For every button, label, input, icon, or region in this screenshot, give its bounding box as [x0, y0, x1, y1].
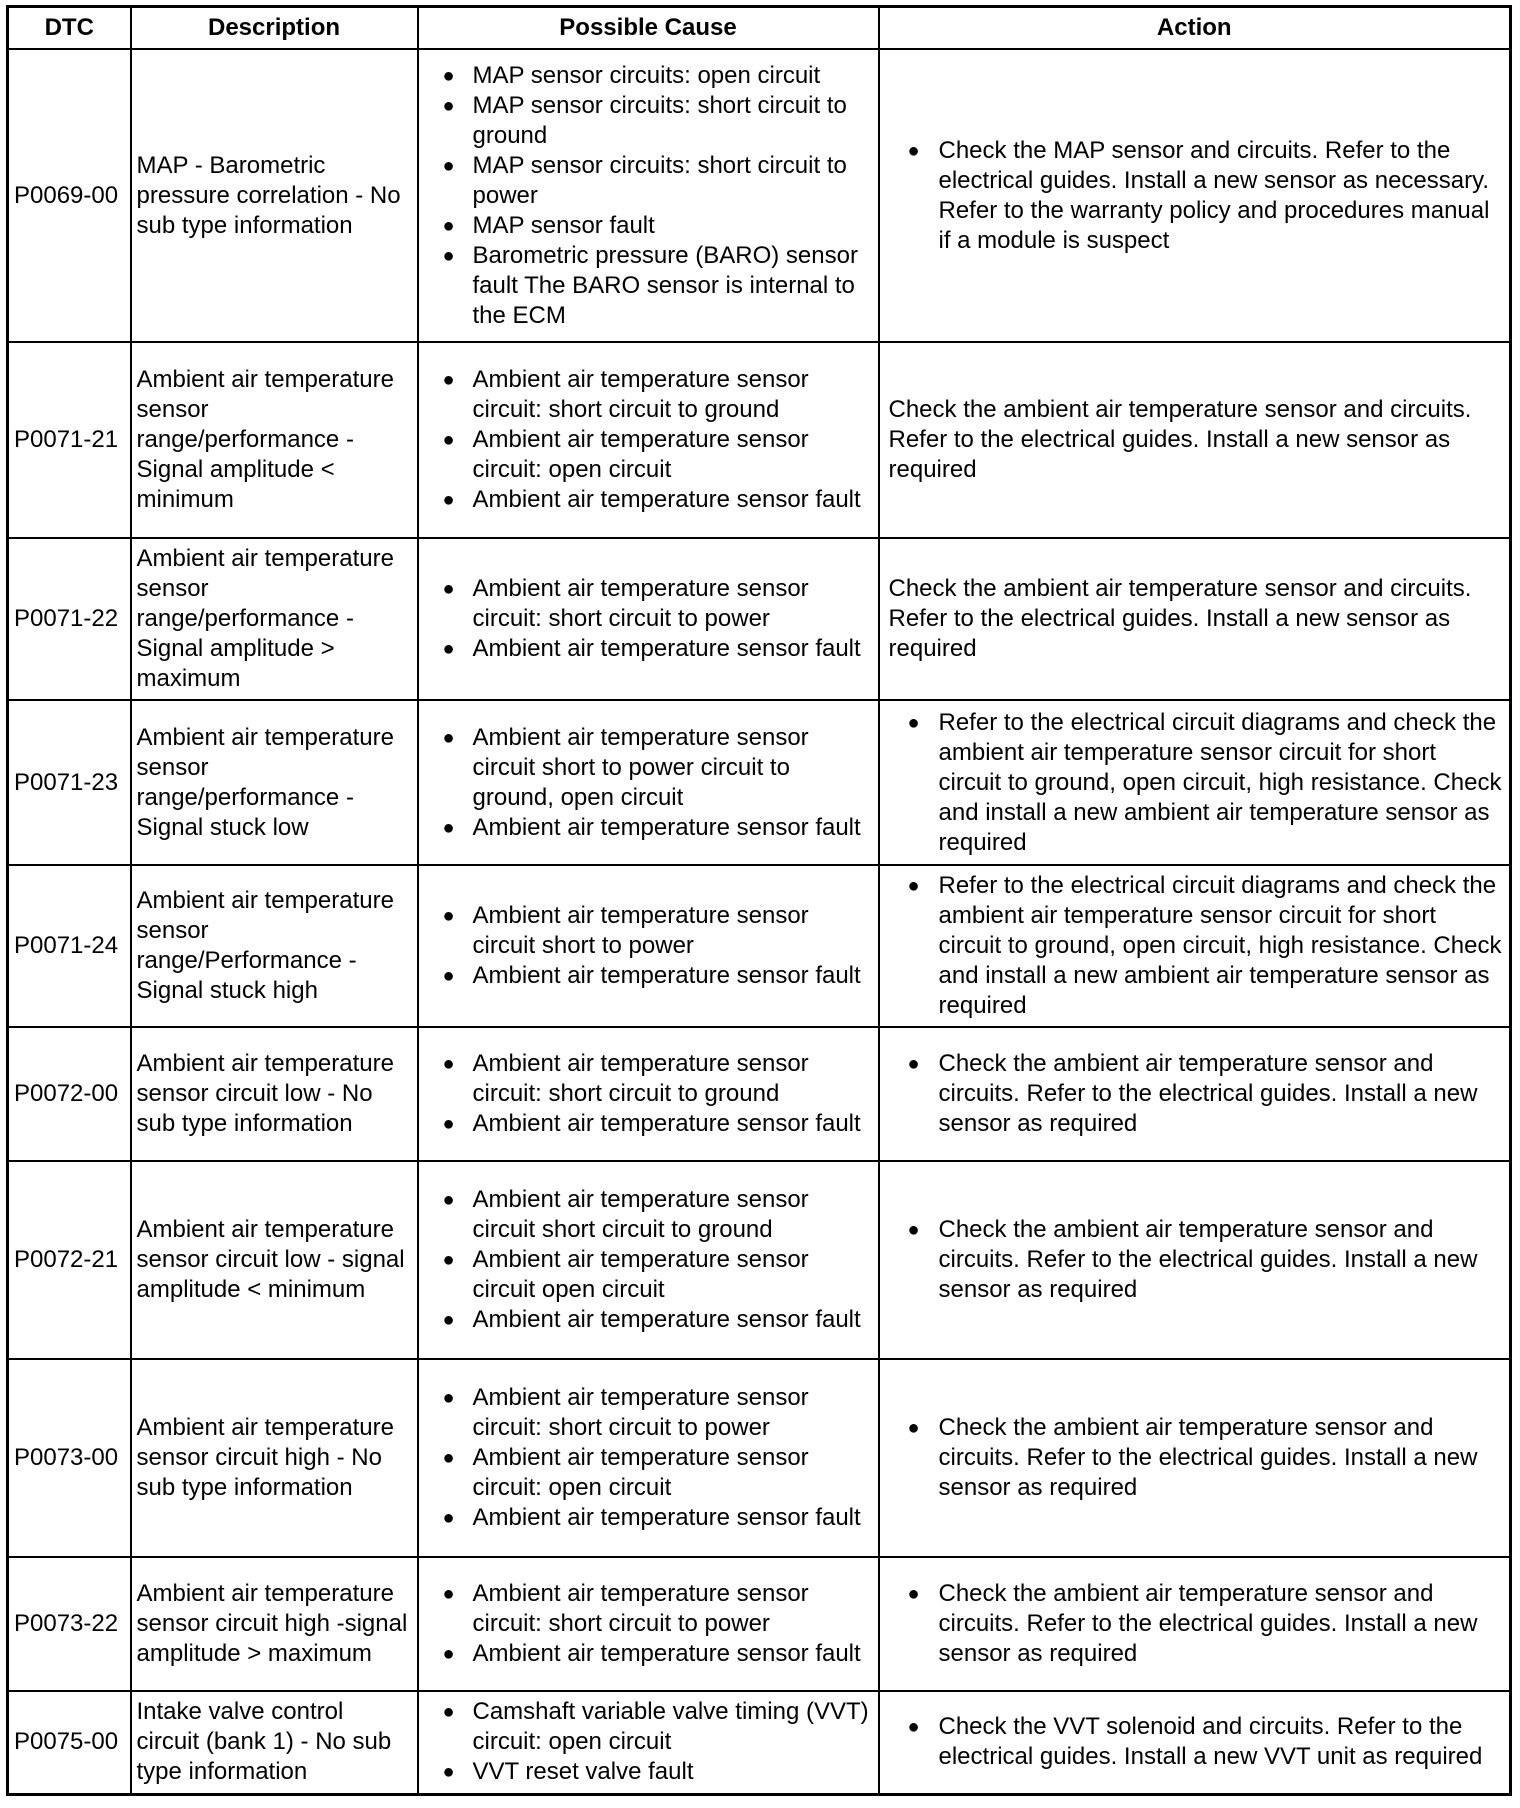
possible-cause-item: ● Ambient air temperature sensor circuit: short circuit to power	[423, 1383, 874, 1443]
action-list	[884, 708, 1506, 858]
table-body	[8, 49, 1511, 1794]
action-cell	[879, 865, 1511, 1027]
table-row	[8, 1161, 1511, 1359]
dtc-code: P0071-21	[8, 342, 131, 538]
action-item: ● Check the MAP sensor and circuits. Refer to the electrical guides. Install a new sensor as necessary. Refer to the warranty policy and procedures manual if a module is suspect	[884, 136, 1506, 256]
action-cell	[879, 538, 1511, 700]
possible-cause-cell	[418, 1027, 879, 1161]
dtc-code: P0071-24	[8, 865, 131, 1027]
possible-cause-item: ● Ambient air temperature sensor fault	[423, 485, 874, 515]
possible-cause-item: ● Ambient air temperature sensor circuit short to power circuit to ground, open circuit	[423, 723, 874, 813]
possible-cause-item: ● Ambient air temperature sensor fault	[423, 1305, 874, 1335]
possible-cause-list	[423, 1579, 874, 1669]
possible-cause-item: ● MAP sensor circuits: open circuit	[423, 61, 874, 91]
possible-cause-list	[423, 365, 874, 515]
dtc-table	[6, 5, 1512, 1796]
dtc-code: P0071-22	[8, 538, 131, 700]
possible-cause-item: ● MAP sensor circuits: short circuit to ground	[423, 91, 874, 151]
dtc-code: P0073-00	[8, 1359, 131, 1557]
dtc-description: Ambient air temperature sensor range/performance - Signal amplitude < minimum	[131, 342, 418, 538]
table-row	[8, 1359, 1511, 1557]
dtc-code: P0075-00	[8, 1691, 131, 1794]
possible-cause-item: ● Ambient air temperature sensor fault	[423, 961, 874, 991]
action-text: Check the ambient air temperature sensor and circuits. Refer to the electrical guides. Install a new sensor as required	[888, 396, 1472, 483]
dtc-description: Intake valve control circuit (bank 1) - No sub type information	[131, 1691, 418, 1794]
possible-cause-item: ● Ambient air temperature sensor circuit open circuit	[423, 1245, 874, 1305]
table-row	[8, 865, 1511, 1027]
possible-cause-cell	[418, 700, 879, 865]
dtc-table-page	[6, 5, 1509, 1796]
action-list	[884, 1579, 1506, 1669]
action-item: ● Check the ambient air temperature sensor and circuits. Refer to the electrical guides. Install a new sensor as required	[884, 1049, 1506, 1139]
action-list	[884, 1413, 1506, 1503]
possible-cause-list	[423, 1383, 874, 1533]
possible-cause-item: ● Ambient air temperature sensor fault	[423, 1109, 874, 1139]
possible-cause-list	[423, 1697, 874, 1787]
header-dtc: DTC	[8, 7, 131, 50]
action-item: ● Check the VVT solenoid and circuits. Refer to the electrical guides. Install a new VVT unit as required	[884, 1712, 1506, 1772]
action-list	[884, 1712, 1506, 1772]
possible-cause-cell	[418, 538, 879, 700]
possible-cause-item: ● MAP sensor circuits: short circuit to power	[423, 151, 874, 211]
dtc-description: Ambient air temperature sensor range/performance - Signal amplitude > maximum	[131, 538, 418, 700]
table-row	[8, 342, 1511, 538]
table-row	[8, 538, 1511, 700]
dtc-code: P0072-21	[8, 1161, 131, 1359]
action-text: Check the ambient air temperature sensor and circuits. Refer to the electrical guides. Install a new sensor as required	[888, 575, 1472, 662]
header-description: Description	[131, 7, 418, 50]
possible-cause-item: ● Ambient air temperature sensor fault	[423, 634, 874, 664]
action-list	[884, 1215, 1506, 1305]
possible-cause-cell	[418, 865, 879, 1027]
dtc-code: P0073-22	[8, 1557, 131, 1691]
possible-cause-item: ● Ambient air temperature sensor circuit: short circuit to power	[423, 574, 874, 634]
possible-cause-list	[423, 1185, 874, 1335]
possible-cause-item: ● Ambient air temperature sensor fault	[423, 813, 874, 843]
action-cell	[879, 1161, 1511, 1359]
dtc-description: Ambient air temperature sensor range/Performance - Signal stuck high	[131, 865, 418, 1027]
action-item: ● Refer to the electrical circuit diagrams and check the ambient air temperature sensor circuit for short circuit to ground, open circuit, high resistance. Check and install a new ambient air temperature sensor as required	[884, 871, 1506, 1021]
possible-cause-list	[423, 1049, 874, 1139]
table-row	[8, 49, 1511, 342]
dtc-description: Ambient air temperature sensor range/performance - Signal stuck low	[131, 700, 418, 865]
dtc-description: Ambient air temperature sensor circuit high - No sub type information	[131, 1359, 418, 1557]
action-cell	[879, 700, 1511, 865]
action-list	[884, 136, 1506, 256]
table-row	[8, 700, 1511, 865]
table-header-row	[8, 7, 1511, 50]
action-list	[884, 1049, 1506, 1139]
possible-cause-list	[423, 901, 874, 991]
dtc-description: MAP - Barometric pressure correlation - No sub type information	[131, 49, 418, 342]
possible-cause-item: ● Ambient air temperature sensor circuit: open circuit	[423, 425, 874, 485]
possible-cause-cell	[418, 1359, 879, 1557]
possible-cause-item: ● Ambient air temperature sensor fault	[423, 1503, 874, 1533]
possible-cause-list	[423, 723, 874, 843]
dtc-code: P0069-00	[8, 49, 131, 342]
header-action: Action	[879, 7, 1511, 50]
table-row	[8, 1557, 1511, 1691]
possible-cause-cell	[418, 1161, 879, 1359]
dtc-code: P0071-23	[8, 700, 131, 865]
dtc-description: Ambient air temperature sensor circuit low - No sub type information	[131, 1027, 418, 1161]
possible-cause-cell	[418, 1691, 879, 1794]
action-list	[884, 871, 1506, 1021]
action-cell	[879, 49, 1511, 342]
action-cell	[879, 342, 1511, 538]
action-item: ● Check the ambient air temperature sensor and circuits. Refer to the electrical guides. Install a new sensor as required	[884, 1579, 1506, 1669]
possible-cause-cell	[418, 1557, 879, 1691]
possible-cause-cell	[418, 342, 879, 538]
possible-cause-item: ● Ambient air temperature sensor circuit: short circuit to ground	[423, 365, 874, 425]
possible-cause-item: ● Ambient air temperature sensor circuit short circuit to ground	[423, 1185, 874, 1245]
action-cell	[879, 1691, 1511, 1794]
possible-cause-list	[423, 574, 874, 664]
action-item: ● Refer to the electrical circuit diagrams and check the ambient air temperature sensor circuit for short circuit to ground, open circuit, high resistance. Check and install a new ambient air temperature sensor as required	[884, 708, 1506, 858]
possible-cause-cell	[418, 49, 879, 342]
possible-cause-item: ● VVT reset valve fault	[423, 1757, 874, 1787]
possible-cause-list	[423, 61, 874, 331]
possible-cause-item: ● MAP sensor fault	[423, 211, 874, 241]
possible-cause-item: ● Camshaft variable valve timing (VVT) circuit: open circuit	[423, 1697, 874, 1757]
action-item: ● Check the ambient air temperature sensor and circuits. Refer to the electrical guides. Install a new sensor as required	[884, 1215, 1506, 1305]
action-cell	[879, 1557, 1511, 1691]
table-row	[8, 1691, 1511, 1794]
possible-cause-item: ● Ambient air temperature sensor fault	[423, 1639, 874, 1669]
header-possible-cause: Possible Cause	[418, 7, 879, 50]
possible-cause-item: ● Ambient air temperature sensor circuit: short circuit to power	[423, 1579, 874, 1639]
possible-cause-item: ● Barometric pressure (BARO) sensor fault The BARO sensor is internal to the ECM	[423, 241, 874, 331]
action-item: ● Check the ambient air temperature sensor and circuits. Refer to the electrical guides. Install a new sensor as required	[884, 1413, 1506, 1503]
possible-cause-item: ● Ambient air temperature sensor circuit: open circuit	[423, 1443, 874, 1503]
possible-cause-item: ● Ambient air temperature sensor circuit short to power	[423, 901, 874, 961]
action-cell	[879, 1359, 1511, 1557]
dtc-description: Ambient air temperature sensor circuit low - signal amplitude < minimum	[131, 1161, 418, 1359]
dtc-code: P0072-00	[8, 1027, 131, 1161]
action-cell	[879, 1027, 1511, 1161]
dtc-description: Ambient air temperature sensor circuit high -signal amplitude > maximum	[131, 1557, 418, 1691]
possible-cause-item: ● Ambient air temperature sensor circuit: short circuit to ground	[423, 1049, 874, 1109]
table-row	[8, 1027, 1511, 1161]
